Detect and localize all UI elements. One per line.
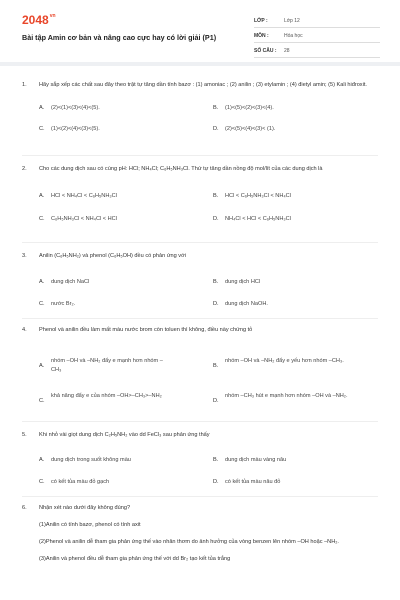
option-b[interactable] — [213, 104, 373, 113]
question-1 — [22, 81, 378, 130]
question-4 — [22, 326, 378, 420]
question-number: 3. — [22, 253, 27, 259]
option-b[interactable] — [213, 456, 373, 465]
option-letter: D. — [213, 126, 219, 132]
question-number: 1. — [22, 82, 27, 88]
option-a[interactable] — [39, 456, 189, 465]
option-text: có kết tủa màu đỏ gạch — [51, 479, 110, 485]
option-letter: A. — [39, 457, 45, 463]
option-text: khả năng đẩy e của nhóm –OH>–CH₃>–NH₂ — [51, 393, 162, 399]
option-d[interactable] — [213, 125, 373, 134]
option-b[interactable] — [213, 192, 373, 201]
option-letter: D. — [213, 216, 219, 222]
option-letter: B. — [213, 193, 219, 199]
question-number: 4. — [22, 327, 27, 333]
option-c[interactable] — [39, 392, 189, 406]
option-text: dung dịch HCl — [225, 279, 261, 285]
option-c[interactable] — [39, 478, 189, 487]
statement-3: (3)Anilin và phenol đều dễ tham gia phản ứng thế với dd Br₂ tạo kết tủa trắng — [39, 556, 231, 562]
question-text: Khi nhỏ vài giọt dung dịch C₂H₅NH₂ vào dd FeCl₃ sau phản ứng thấy — [39, 432, 210, 438]
question-number: 2. — [22, 166, 27, 172]
option-letter: A. — [39, 279, 45, 285]
option-text: (2)<(5)<(4)<(3)< (1). — [225, 126, 276, 132]
option-d[interactable] — [213, 478, 373, 487]
option-text: HCl < NH₄Cl < C₆H₅NH₃Cl — [51, 193, 117, 199]
question-number: 6. — [22, 505, 27, 511]
question-divider — [22, 318, 378, 319]
meta-label: SỐ CÂU : — [254, 48, 277, 54]
site-logo[interactable] — [22, 13, 56, 27]
option-a[interactable] — [39, 104, 189, 113]
question-number: 5. — [22, 432, 27, 438]
options — [39, 174, 378, 224]
question-divider — [22, 496, 378, 497]
logo-text: 2048 — [22, 13, 49, 27]
meta-value: 28 — [284, 48, 290, 54]
option-text: (2)<(1)<(3)<(4)<(5). — [51, 105, 100, 111]
question-text: Nhận xét nào dưới đây không đúng? — [39, 505, 131, 511]
page-title: Bài tập Amin cơ bản và nâng cao cực hay có lời giải (P1) — [22, 33, 217, 42]
option-letter: D. — [213, 398, 219, 404]
options — [39, 261, 378, 311]
option-text: C₆H₅NH₃Cl < NH₄Cl < HCl — [51, 216, 117, 222]
question-5 — [22, 431, 378, 490]
question-text: Phenol và anilin đều làm mất màu nước brom còn toluen thì không, điều này chứng tỏ — [39, 327, 253, 333]
question-stem — [22, 252, 378, 261]
question-divider — [22, 155, 378, 156]
option-letter: C. — [39, 301, 45, 307]
meta-value: Hóa học — [284, 33, 303, 39]
question-stem — [22, 165, 378, 174]
meta-row-count — [254, 46, 380, 58]
option-text: dung dịch màu vàng nâu — [225, 457, 287, 463]
option-text: nhóm –OH và –NH₂ đẩy e yếu hơn nhóm –CH₃. — [225, 358, 344, 364]
option-b[interactable] — [213, 278, 373, 287]
option-letter: C. — [39, 216, 45, 222]
option-a[interactable] — [39, 357, 189, 375]
option-text: (1)<(2)<(4)<(3)<(5). — [51, 126, 100, 132]
option-text: nhóm –OH và –NH₂ đẩy e mạnh hơn nhóm –CH₃ — [51, 358, 163, 373]
statement-2: (2)Phenol và anilin dễ tham gia phản ứng thế vào nhân thơm do ảnh hưởng của vòng benzen lên nhóm –OH hoặc –NH₂. — [39, 539, 339, 545]
question-divider — [22, 242, 378, 243]
option-letter: D. — [213, 479, 219, 485]
option-b[interactable] — [213, 357, 373, 371]
option-letter: A. — [39, 363, 45, 369]
meta-row-subject — [254, 31, 380, 43]
option-c[interactable] — [39, 215, 189, 224]
question-stem — [22, 504, 378, 513]
meta-label: MÔN : — [254, 33, 269, 39]
option-letter: B. — [213, 363, 219, 369]
option-text: dung dịch trong suốt không màu — [51, 457, 131, 463]
meta-row-class — [254, 16, 380, 28]
question-3 — [22, 252, 378, 311]
option-letter: A. — [39, 105, 45, 111]
option-text: nhóm –CH₃ hút e mạnh hơn nhóm –OH và –NH₂. — [225, 393, 348, 399]
option-c[interactable] — [39, 125, 189, 134]
logo-suffix: vn — [49, 13, 56, 19]
question-stem — [22, 81, 378, 90]
options — [39, 440, 378, 490]
option-letter: C. — [39, 126, 45, 132]
option-letter: A. — [39, 193, 45, 199]
meta-info — [254, 16, 380, 61]
option-d[interactable] — [213, 392, 373, 406]
option-a[interactable] — [39, 192, 189, 201]
option-c[interactable] — [39, 300, 189, 309]
question-text: Anilin (C₆H₅NH₂) và phenol (C₆H₅OH) đều có phản ứng với — [39, 253, 187, 259]
question-text: Hãy sắp xếp các chất sau đây theo trật tự tăng dần tính bazơ : (1) amoniac ; (2) anilin ; (3) etylamin ; (4) đietyl amin; (5) Kali hiđroxit. — [39, 82, 367, 88]
option-a[interactable] — [39, 278, 189, 287]
meta-label: LỚP : — [254, 18, 268, 24]
option-text: NH₄Cl < HCl < C₆H₅NH₃Cl — [225, 216, 291, 222]
option-d[interactable] — [213, 300, 373, 309]
option-text: HCl < C₆H₅NH₃Cl < NH₄Cl — [225, 193, 291, 199]
option-letter: B. — [213, 457, 219, 463]
question-stem — [22, 326, 378, 335]
option-text: có kết tủa màu nâu đỏ — [225, 479, 281, 485]
question-6 — [22, 504, 378, 564]
option-letter: B. — [213, 105, 219, 111]
option-letter: D. — [213, 301, 219, 307]
option-letter: B. — [213, 279, 219, 285]
options — [39, 90, 378, 130]
option-letter: C. — [39, 479, 45, 485]
option-d[interactable] — [213, 215, 373, 224]
option-text: dung dịch NaOH. — [225, 301, 268, 307]
question-divider — [22, 421, 378, 422]
header-divider — [0, 62, 400, 66]
question-text: Cho các dung dịch sau có cùng pH: HCl; NH₄Cl; C₆H₅NH₃Cl. Thứ tự tăng dần nồng độ mol/lít của các dung dịch là — [39, 166, 323, 172]
option-text: nước Br₂. — [51, 301, 76, 307]
meta-value: Lớp 12 — [284, 18, 300, 24]
options — [39, 335, 378, 420]
option-letter: C. — [39, 398, 45, 404]
option-text: dung dịch NaCl — [51, 279, 90, 285]
question-2 — [22, 165, 378, 224]
option-text: (1)<(5)<(2)<(3)<(4). — [225, 105, 274, 111]
question-stem — [22, 431, 378, 440]
statement-1: (1)Anilin có tính bazơ, phenol có tính axit — [39, 522, 141, 528]
